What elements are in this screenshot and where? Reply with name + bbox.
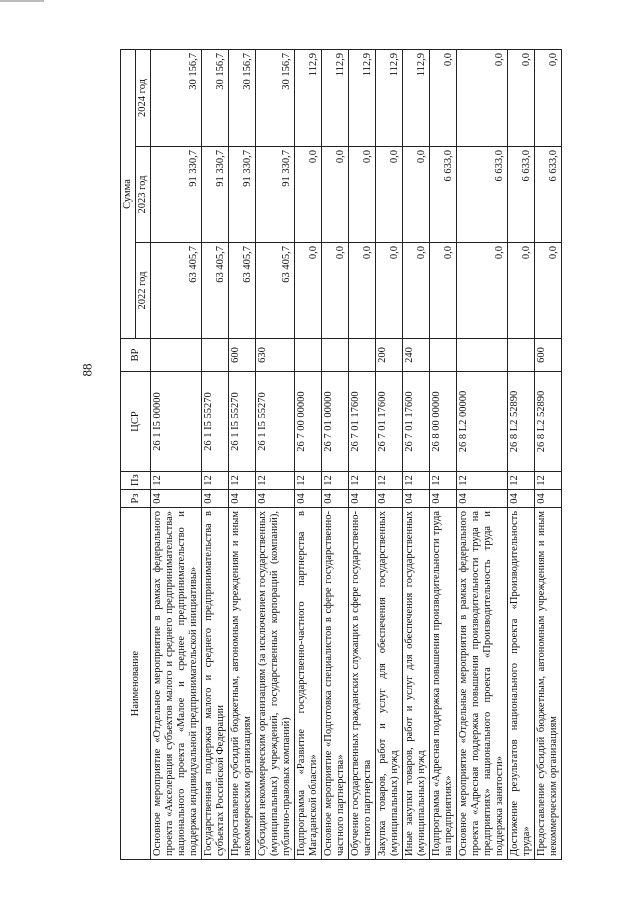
cell-2022: 0,0	[322, 243, 349, 339]
cell-name: Достижение результатов национального проекта «Производительность труда»	[508, 508, 535, 860]
cell-name: Иные закупки товаров, работ и услуг для обеспечения государственных (муниципальных) нужд	[403, 508, 430, 860]
table-row	[229, 49, 256, 859]
cell-pz: 12	[457, 472, 508, 490]
cell-2024: 30 156,7	[229, 49, 256, 146]
cell-2024: 112,9	[376, 49, 403, 146]
cell-2024: 30 156,7	[202, 49, 229, 146]
rotated-table-container	[120, 50, 600, 860]
cell-name: Основное мероприятие «Отдельные мероприятия в рамках федерального проекта «Адресная поддержка повышения производительности труда на предприятиях» национального проекта «Производительность труда и поддержка занятости»	[457, 508, 508, 860]
cell-2023: 0,0	[349, 147, 376, 243]
cell-2024: 112,9	[322, 49, 349, 146]
cell-vr: 600	[535, 339, 562, 372]
header-2022: 2022 год	[136, 243, 151, 339]
cell-rz: 04	[256, 490, 295, 508]
cell-csr: 26 8 L2 52890	[535, 372, 562, 472]
table-row	[322, 49, 349, 859]
cell-2024: 30 156,7	[151, 49, 202, 146]
table-row	[508, 49, 535, 859]
cell-2023: 91 330,7	[256, 147, 295, 243]
cell-2023: 6 633,0	[508, 147, 535, 243]
cell-vr	[349, 339, 376, 372]
cell-2024: 112,9	[349, 49, 376, 146]
budget-table	[120, 49, 562, 860]
cell-2022: 0,0	[349, 243, 376, 339]
cell-vr	[508, 339, 535, 372]
cell-rz: 04	[202, 490, 229, 508]
cell-vr	[295, 339, 322, 372]
cell-vr: 600	[229, 339, 256, 372]
cell-2022: 0,0	[403, 243, 430, 339]
cell-rz: 04	[535, 490, 562, 508]
cell-2023: 6 633,0	[535, 147, 562, 243]
cell-pz: 12	[349, 472, 376, 490]
cell-vr: 200	[376, 339, 403, 372]
cell-pz: 12	[508, 472, 535, 490]
cell-2024: 0,0	[457, 49, 508, 146]
header-rz: Рз	[121, 490, 151, 508]
cell-2023: 6 633,0	[430, 147, 457, 243]
cell-rz: 04	[151, 490, 202, 508]
table-row	[376, 49, 403, 859]
cell-2022: 0,0	[535, 243, 562, 339]
table-row	[403, 49, 430, 859]
cell-csr: 26 7 00 00000	[295, 372, 322, 472]
cell-vr: 240	[403, 339, 430, 372]
cell-rz: 04	[457, 490, 508, 508]
cell-rz: 04	[430, 490, 457, 508]
cell-2024: 0,0	[430, 49, 457, 146]
cell-csr: 26 8 L2 52890	[508, 372, 535, 472]
cell-csr: 26 7 01 17600	[376, 372, 403, 472]
cell-2022: 0,0	[295, 243, 322, 339]
cell-2022: 63 405,7	[202, 243, 229, 339]
table-row	[202, 49, 229, 859]
cell-csr: 26 1 I5 55270	[256, 372, 295, 472]
cell-name: Предоставление субсидий бюджетным, автономным учреждениям и иным некоммерческим организациям	[229, 508, 256, 860]
cell-2023: 91 330,7	[229, 147, 256, 243]
cell-name: Подпрограмма «Адресная поддержка повышения производительности труда на предприятиях»	[430, 508, 457, 860]
cell-csr: 26 8 L2 00000	[457, 372, 508, 472]
cell-2024: 112,9	[403, 49, 430, 146]
cell-vr: 630	[256, 339, 295, 372]
cell-csr: 26 8 00 00000	[430, 372, 457, 472]
cell-csr: 26 1 I5 00000	[151, 372, 202, 472]
page-number: 88	[79, 363, 95, 377]
cell-vr	[430, 339, 457, 372]
cell-pz: 12	[376, 472, 403, 490]
top-scan-mark	[0, 0, 44, 2]
cell-csr: 26 1 I5 55270	[229, 372, 256, 472]
cell-2023: 0,0	[295, 147, 322, 243]
table-row	[256, 49, 295, 859]
cell-csr: 26 7 01 17600	[403, 372, 430, 472]
header-pz: Пз	[121, 472, 151, 490]
header-vr: ВР	[121, 339, 151, 372]
cell-vr	[151, 339, 202, 372]
cell-2024: 30 156,7	[256, 49, 295, 146]
cell-pz: 12	[430, 472, 457, 490]
cell-pz: 12	[322, 472, 349, 490]
cell-2023: 0,0	[376, 147, 403, 243]
cell-2022: 0,0	[376, 243, 403, 339]
cell-2023: 6 633,0	[457, 147, 508, 243]
cell-name: Субсидии некоммерческим организациям (за исключением государственных (муниципальных) учреждений, государственных корпораций (компаний), публично-правовых компаний)	[256, 508, 295, 860]
cell-name: Основное мероприятие «Отдельное мероприятие в рамках федерального проекта «Акселерация субъектов малого и среднего предпринимательства» национального проекта «Малое и среднее предпринимательство и поддержка индивидуальной предпринимательской инициативы»	[151, 508, 202, 860]
cell-pz: 12	[403, 472, 430, 490]
cell-name: Обучение государственных гражданских служащих в сфере государственно-частного партнерства	[349, 508, 376, 860]
cell-pz: 12	[295, 472, 322, 490]
header-2023: 2023 год	[136, 147, 151, 243]
cell-name: Основное мероприятие «Подготовка специалистов в сфере государственно-частного партнерства»	[322, 508, 349, 860]
cell-2024: 0,0	[535, 49, 562, 146]
header-row-1	[121, 49, 136, 859]
cell-csr: 26 1 I5 55270	[202, 372, 229, 472]
cell-rz: 04	[322, 490, 349, 508]
cell-2023: 0,0	[322, 147, 349, 243]
cell-2023: 0,0	[403, 147, 430, 243]
cell-pz: 12	[256, 472, 295, 490]
cell-name: Подпрограмма «Развитие государственно-частного партнерства в Магаданской области»	[295, 508, 322, 860]
cell-2022: 0,0	[457, 243, 508, 339]
cell-2022: 63 405,7	[151, 243, 202, 339]
cell-rz: 04	[295, 490, 322, 508]
cell-pz: 12	[151, 472, 202, 490]
cell-2023: 91 330,7	[151, 147, 202, 243]
cell-2024: 112,9	[295, 49, 322, 146]
cell-pz: 12	[202, 472, 229, 490]
cell-2024: 0,0	[508, 49, 535, 146]
cell-name: Предоставление субсидий бюджетным, автономным учреждениям и иным некоммерческим организациям	[535, 508, 562, 860]
cell-pz: 12	[229, 472, 256, 490]
header-2024: 2024 год	[136, 49, 151, 146]
table-row	[457, 49, 508, 859]
cell-rz: 04	[403, 490, 430, 508]
cell-2022: 63 405,7	[256, 243, 295, 339]
cell-rz: 04	[376, 490, 403, 508]
cell-2022: 63 405,7	[229, 243, 256, 339]
cell-rz: 04	[508, 490, 535, 508]
cell-rz: 04	[349, 490, 376, 508]
header-csr: ЦСР	[121, 372, 151, 472]
cell-rz: 04	[229, 490, 256, 508]
cell-2022: 0,0	[430, 243, 457, 339]
table-row	[295, 49, 322, 859]
cell-name: Закупка товаров, работ и услуг для обеспечения государственных (муниципальных) нужд	[376, 508, 403, 860]
cell-pz: 12	[535, 472, 562, 490]
cell-vr	[202, 339, 229, 372]
cell-csr: 26 7 01 17600	[349, 372, 376, 472]
cell-name: Государственная поддержка малого и среднего предпринимательства в субъектах Российской Федерации	[202, 508, 229, 860]
cell-2023: 91 330,7	[202, 147, 229, 243]
table-row	[151, 49, 202, 859]
cell-vr	[322, 339, 349, 372]
cell-csr: 26 7 01 00000	[322, 372, 349, 472]
header-name: Наименование	[121, 508, 151, 860]
cell-vr	[457, 339, 508, 372]
table-row	[349, 49, 376, 859]
table-row	[430, 49, 457, 859]
table-row	[535, 49, 562, 859]
cell-2022: 0,0	[508, 243, 535, 339]
header-sum: Сумма	[121, 49, 136, 338]
